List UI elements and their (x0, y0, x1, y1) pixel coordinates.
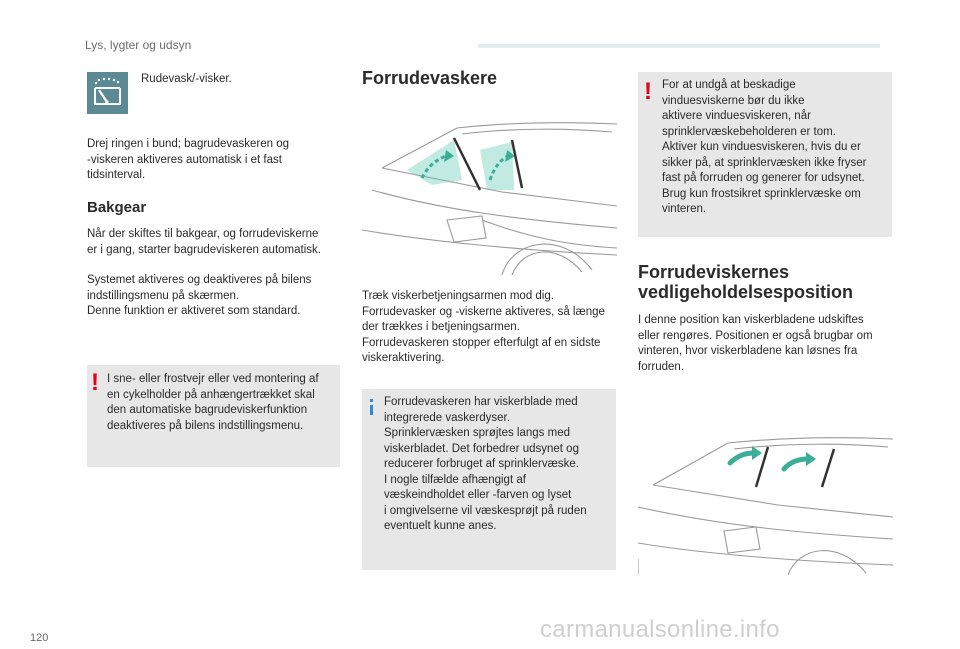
warning-line: Brug kun frostsikret sprinklervæske om (662, 187, 861, 200)
bakgear-paragraph (87, 227, 321, 258)
system-paragraph (87, 273, 311, 320)
warning-box (87, 365, 340, 467)
right-warning-text (662, 78, 888, 218)
instruction-paragraph (362, 289, 622, 367)
maint-line: I denne position kan viskerbladene udskiftes (638, 314, 864, 326)
system-line: indstillingsmenu på skærmen. (87, 289, 240, 302)
instruction-line: der trækkes i betjeningsarmen. (362, 321, 520, 333)
bakgear-line: er i gang, starter bagrudeviskeren automatisk. (87, 243, 321, 256)
maint-line: forruden. (638, 360, 685, 373)
info-line: integrerede vaskerdyser. (384, 411, 510, 424)
wiper-maintenance-illustration (638, 435, 893, 575)
title-line: Forrudeviskernes (638, 262, 790, 282)
maint-line: vinteren, hvor viskerbladene kan løsnes fra (638, 345, 858, 357)
warning-line: fast på forruden og generer for udsynet. (662, 172, 865, 184)
info-line: eventuelt kunne anes. (384, 520, 497, 532)
warning-line: Aktiver kun vinduesviskeren, hvis du er (662, 141, 861, 153)
info-line: væskeindholdet eller -farven og lyset (384, 489, 572, 501)
info-icon-bar (370, 405, 373, 415)
warning-line: vinteren. (662, 203, 707, 215)
instruction-line: Træk viskerbetjeningsarmen mod dig. (362, 290, 554, 302)
info-line: I nogle tilfælde afhængigt af (384, 473, 526, 486)
rear-wash-wipe-icon (87, 72, 128, 114)
section-header: Lys, lygter og udsyn (85, 38, 192, 52)
warning-line: deaktiveres på bilens indstillingsmenu. (107, 419, 304, 432)
info-text (384, 395, 612, 535)
instruction-line-bullet (362, 289, 622, 305)
info-icon-dot (370, 399, 373, 402)
maintenance-title (638, 262, 898, 302)
instruction-line: Forrudevaskeren stopper efterfulgt af en sidste (362, 336, 601, 349)
warning-icon: ! (644, 78, 652, 105)
system-line: Systemet aktiveres og deaktiveres på bilens (87, 274, 312, 286)
instruction-line: viskeraktivering. (362, 352, 445, 364)
intro-paragraph (87, 137, 289, 184)
warning-line: vinduesviskerne bør du ikke (662, 94, 805, 107)
icon-label: Rudevask/-visker. (141, 73, 232, 85)
warning-line: sprinklervæskebeholderen er tom. (662, 125, 836, 138)
warning-line: den automatiske bagrudeviskerfunktion (107, 404, 308, 416)
warning-line: I sne- eller frostvejr eller ved montering af (107, 373, 319, 385)
info-line: reducerer forbruget af sprinklervæske. (384, 458, 579, 470)
page-number: 120 (30, 632, 49, 644)
warning-line: aktivere vinduesviskeren, når (662, 110, 811, 122)
warning-text (107, 372, 337, 434)
info-line: Sprinklervæsken sprøjtes langs med (384, 427, 570, 439)
title-line: vedligeholdelsesposition (638, 282, 854, 302)
warning-line: sikker på, at sprinklervæsken ikke fryser (662, 156, 867, 169)
info-line: viskerbladet. Det forbedrer udsynet og (384, 442, 579, 455)
warning-line: en cykelholder på anhængertrækket skal (107, 388, 315, 401)
instruction-line: Forrudevasker og -viskerne aktiveres, så længe (362, 305, 605, 318)
forrudevaskere-title: Forrudevaskere (362, 68, 498, 88)
warning-line: For at undgå at beskadige (662, 79, 796, 91)
system-line: Denne funktion er aktiveret som standard. (87, 305, 301, 317)
info-line: Forrudevaskeren har viskerblade med (384, 396, 578, 408)
bakgear-line: Når der skiftes til bakgear, og forrudeviskerne (87, 228, 319, 240)
watermark: carmanualsonline.info (540, 616, 780, 643)
bakgear-title: Bakgear (87, 199, 147, 216)
right-warning-box (638, 72, 892, 237)
intro-line: tidsinterval. (87, 169, 146, 181)
info-box (362, 389, 616, 570)
intro-line: -viskeren aktiveres automatisk i et fast (87, 153, 282, 166)
header-rule (478, 44, 880, 48)
intro-line: Drej ringen i bund; bagrudevaskeren og (87, 138, 290, 150)
info-line: i omgivelserne vil væskesprøjt på ruden (384, 504, 587, 517)
warning-icon: ! (91, 369, 99, 396)
maint-line: eller rengøres. Positionen er også brugbar om (638, 329, 873, 342)
maintenance-paragraph (638, 313, 898, 375)
windshield-washer-illustration (362, 120, 617, 275)
